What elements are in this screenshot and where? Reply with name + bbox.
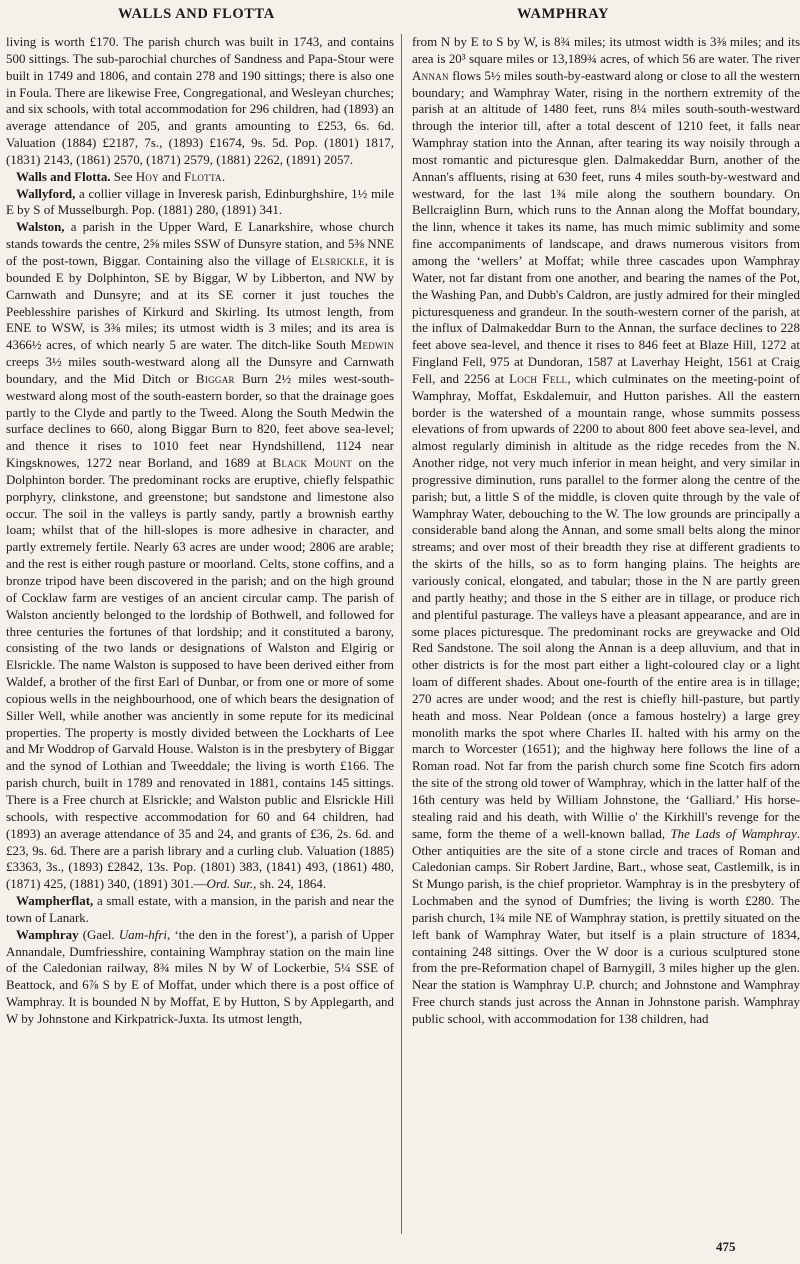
running-head-left: WALLS AND FLOTTA xyxy=(118,6,275,22)
entry-text: , sh. 24, 1864. xyxy=(253,876,327,892)
entry-text: , it is bounded E by Dolphinton, SE by Biggar, W by Libberton, and NW by Carnwath and Dunsyre; and at its SE corner it just touches the Peeblesshire parishes of Kirkurd and Skirling. Its utmost length, from ENE to WSW, is 3⅜ miles; its utmost width is 3 miles; and its area is 4366½ acres, of which nearly 5 are water. The ditch-like South xyxy=(6,252,394,353)
entry-wallyford xyxy=(6,186,394,220)
gaelic-etymology: Uam-hfri xyxy=(118,926,167,942)
entry-walston xyxy=(6,219,394,893)
entry-text: creeps 3½ miles south-westward along all the Dunsyre and Carnwath boundary, and the Mid Ditch or xyxy=(6,354,394,386)
entry-headword: Walston, xyxy=(16,219,65,235)
right-column xyxy=(412,34,800,1234)
entry-text: on the Dolphinton border. The predominant rocks are eruptive, chiefly felspathic porphyry, clinkstone, and greenstone; but sandstone and limestone also occur. The soil in the valleys is partly sandy, partly a brownish earthy loam; whilst that of the hill-slopes is more adhesive in character, and partly extremely fertile. Nearly 63 acres are under wood; 2806 are arable; and the rest is either rough pasture or moorland. Celts, stone coffins, and a bronze tripod have been discovered in the parish; and on the high ground of Cocklaw farm are vestiges of an ancient circular camp. The parish of Walston anciently belonged to the lordship of Bothwell, and followed for three centuries the fortunes of that lordship; and it constituted a barony, consisting of the two lands or designations of Walston and Elgirig or Elsrickle. The name Walston is supposed to have been derived either from Waldef, a brother of the first Earl of Dunbar, or from one or more of some copious wells in the neighbourhood, one of which bears the designation of Siller Well, while another was anciently in some repute for its medicinal properties. The property is mostly divided between the Lockharts of Lee and Mr Woddrop of Garvald House. Walston is in the presbytery of Biggar and the synod of Lothian and Tweeddale; the living is worth £166. The parish church, built in 1789 and renovated in 1881, contains 145 sittings. There is a Free church at Elsrickle; and Walston public and Elsrickle Hill schools, with respective accommodation for 60 and 64 children, had (1893) an average attendance of 35 and 24, and grants of £36, 2s. 6d. and £23, 9s. 6d. There are a parish library and a curling club. Valuation (1885) £3363, 3s., (1893) £2842, 13s. Pop. (1801) 383, (1841) 493, (1861) 480, (1871) 425, (1881) 340, (1891) 301.— xyxy=(6,455,394,892)
entry-wamphray xyxy=(6,927,394,1028)
column-divider xyxy=(401,34,402,1234)
paragraph-text: living is worth £170. The parish church was built in 1743, and contains 500 sittings. The sub-parochial churches of Sandness and Papa-Stour were built in 1749 and 1806, and contain 278 and 190 sittings; there is also one in Foula. There are likewise Free, Congregational, and Wesleyan churches; and six schools, with total accommodation for 296 children, had (1893) an average attendance of 205, and grants amounting to £253, 6s. 6d. Valuation (1884) £2187, 7s., (1893) £1674, 9s. 5d. Pop. (1801) 1817, (1831) 2143, (1861) 2570, (1871) 2579, (1881) 2262, (1891) 2057. xyxy=(6,34,394,167)
running-head-right: WAMPHRAY xyxy=(517,6,610,22)
cross-reference: Black Mount xyxy=(272,455,353,471)
cross-reference: Loch Fell xyxy=(509,370,568,386)
entry-text: a collier village in Inveresk parish, Edinburghshire, 1½ mile E by S of Musselburgh. Pop. (1881) 280, (1891) 341. xyxy=(6,185,394,218)
entry-text: , ‘the den in the forest’), a parish of Upper Annandale, Dumfriesshire, containing Wamphray station on the main line of the Caledonian railway, 8¾ miles N by W of Lockerbie, 5¼ SSE of Beattock, and 6⅞ S by E of Moffat, under which there is a post office of Wamphray. It is bounded N by Moffat, E by Hutton, S by Applegarth, and W by Johnstone and Kirkpatrick-Juxta. Its utmost length, xyxy=(6,926,394,1026)
entry-headword: Wallyford, xyxy=(16,185,76,201)
page-number: 475 xyxy=(716,1239,736,1254)
entry-text: See xyxy=(110,168,136,184)
entry-text: , which culminates on the meeting-point of Wamphray, Moffat, Eskdalemuir, and Hutton parishes. All the eastern border is the watershed of a mountain range, whose summits possess elevations of from upwards of 2200 to about 800 feet above sea-level, and almost regularly diminish in altitude as the ridge recedes from the N. Another ridge, not very much inferior in mean height, and very similar in progressive diminution, runs parallel to the former along the centre of the parish; but, a little S of the middle, is cloven quite through by the vale of Wamphray Water, debouching to the W. The low grounds are principally a considerable band along the Annan, and some small belts along the minor streams; and over most of their breadth they rise at different gradients to the skirts of the hills, so as to form hanging plains. The heights are variously conical, elongated, and tabular; those in the N are partly green and partly heathy; and those in the S either are in tillage, or produce rich and plentiful pasturage. The valleys have a pleasant appearance, and are in some places picturesque. The predominant rocks are greywacke and Old Red Sandstone. The soil along the Annan is a deep alluvium, and that in other districts is for the most part either a light-coloured clay or a light loam of different shades. About one-fourth of the entire area is in tillage; 270 acres are under wood; and the rest is chiefly hill-pasture, but partly heath and moss. Near Poldean (once a famous hostelry) a large grey monolith marks the spot where Charles II. halted with his army on the march to Worcester (1651); and the highway here follows the line of a Roman road. Not far from the parish church some fine Scotch firs adorn the site of the strong old tower of Wamphray, which in the latter half of the 16th century was held by William Johnstone, the ‘Galliard.’ His horse-stealing raid and his death, with Willie o' the Kirkhill's revenge for the same, form the theme of a well-known ballad, xyxy=(412,370,800,841)
cross-reference: Elsrickle xyxy=(311,252,365,268)
left-column xyxy=(6,34,394,1234)
survey-reference: Ord. Sur. xyxy=(206,876,254,892)
running-header xyxy=(0,6,800,32)
entry-text: a parish in the Upper Ward, E Lanarkshire, whose church stands towards the centre, 2⅝ miles SSW of Dunsyre station, and 5⅜ NNE of the post-town, Biggar. Containing also the village of xyxy=(6,219,394,268)
entry-text: . Other antiquities are the site of a stone circle and traces of Roman and Caledonian camps. Sir Robert Jardine, Bart., whose seat, Castlemilk, is in St Mungo parish, is the chief proprietor. Wamphray is in the presbytery of Lochmaben and the synod of Dumfries; the living is worth £280. The parish church, 1¾ mile NE of Wamphray station, is prettily situated on the left bank of Wamphray Water, but itself is a plain structure of 1834, containing 248 sittings. Over the W door is a curious sculptured stone from the pre-Reformation chapel of Barnygill, 3 miles higher up the glen. Near the station is Wamphray U.P. church; and Johnstone and Wamphray Free church stands just across the Annan in Johnstone parish. Wamphray public school, with accommodation for 138 children, had xyxy=(412,825,800,1026)
cross-reference: Hoy xyxy=(135,168,159,184)
entry-text: from N by E to S by W, is 8¾ miles; its utmost width is 3⅜ miles; and its area is 20³ square miles or 13,189¾ acres, of which 56 are water. The river xyxy=(412,34,800,66)
entry-text: and xyxy=(158,168,185,184)
cross-reference: Biggar xyxy=(195,370,235,386)
ballad-title: The Lads of Wamphray xyxy=(670,825,797,841)
entry-wamphray-continued xyxy=(412,34,800,1028)
cross-reference: Medwin xyxy=(350,337,394,353)
cross-reference: Annan xyxy=(412,67,449,83)
entry-text: . xyxy=(221,168,226,184)
paragraph-continued xyxy=(6,34,394,169)
cross-reference: Flotta xyxy=(184,168,222,184)
entry-headword: Walls and Flotta. xyxy=(16,168,111,184)
entry-walls-and-flotta xyxy=(6,169,394,186)
entry-headword: Wampherflat, xyxy=(16,893,94,909)
entry-text: Burn 2½ miles west-south-westward along most of the south-eastern border, so that the drainage goes partly to the Clyde and partly to the Tweed. Along the South Medwin the surface declines to 660, along Biggar Burn to 820, feet above sea-level; and thence it rises to 1010 feet near Hyndshillend, 1124 near Kingsknowes, 1272 near Borland, and 1689 at xyxy=(6,370,394,471)
entry-text: flows 5½ miles south-by-eastward along or close to all the western boundary; and Wamphray Water, rising in the northern extremity of the parish at an altitude of 1480 feet, runs 8¼ miles south-south-westward through the interior till, after a total descent of 1210 feet, it falls near Wamphray station into the Annan, after tearing its way noisily through a most romantic and picturesque glen. Dalmakeddar Burn, another of the Annan's affluents, rising at 630 feet, runs 4 miles south-by-westward and westward, for the last 1¾ mile along the southern boundary. On Bellcraiglinn Burn, which runs to the Annan along the Moffat boundary, the linn, whence it takes its name, has much mimic sublimity and some fine accompaniments of landscape, and draws numerous visitors from among the ‘wellers’ at Moffat; while three cascades upon Wamphray Water, not far distant from one another, and bearing the names of the Pot, the Washing Pan, and Dubb's Caldron, are justly admired for their mingled picturesqueness and grandeur. In the south-western corner of the parish, at the influx of Dalmakeddar Burn to the Annan, the surface declines to 228 feet above sea-level, and thence it rises to 846 feet at Blaze Hill, 1272 at Fingland Fell, 975 at Dundoran, 1587 at Laverhay Height, 1561 at Craig Fell, and 2256 at xyxy=(412,67,800,386)
entry-text: a small estate, with a mansion, in the parish and near the town of Lanark. xyxy=(6,893,394,925)
entry-wampherflat xyxy=(6,893,394,927)
entry-headword: Wamphray xyxy=(16,926,79,942)
entry-text: (Gael. xyxy=(78,926,119,942)
